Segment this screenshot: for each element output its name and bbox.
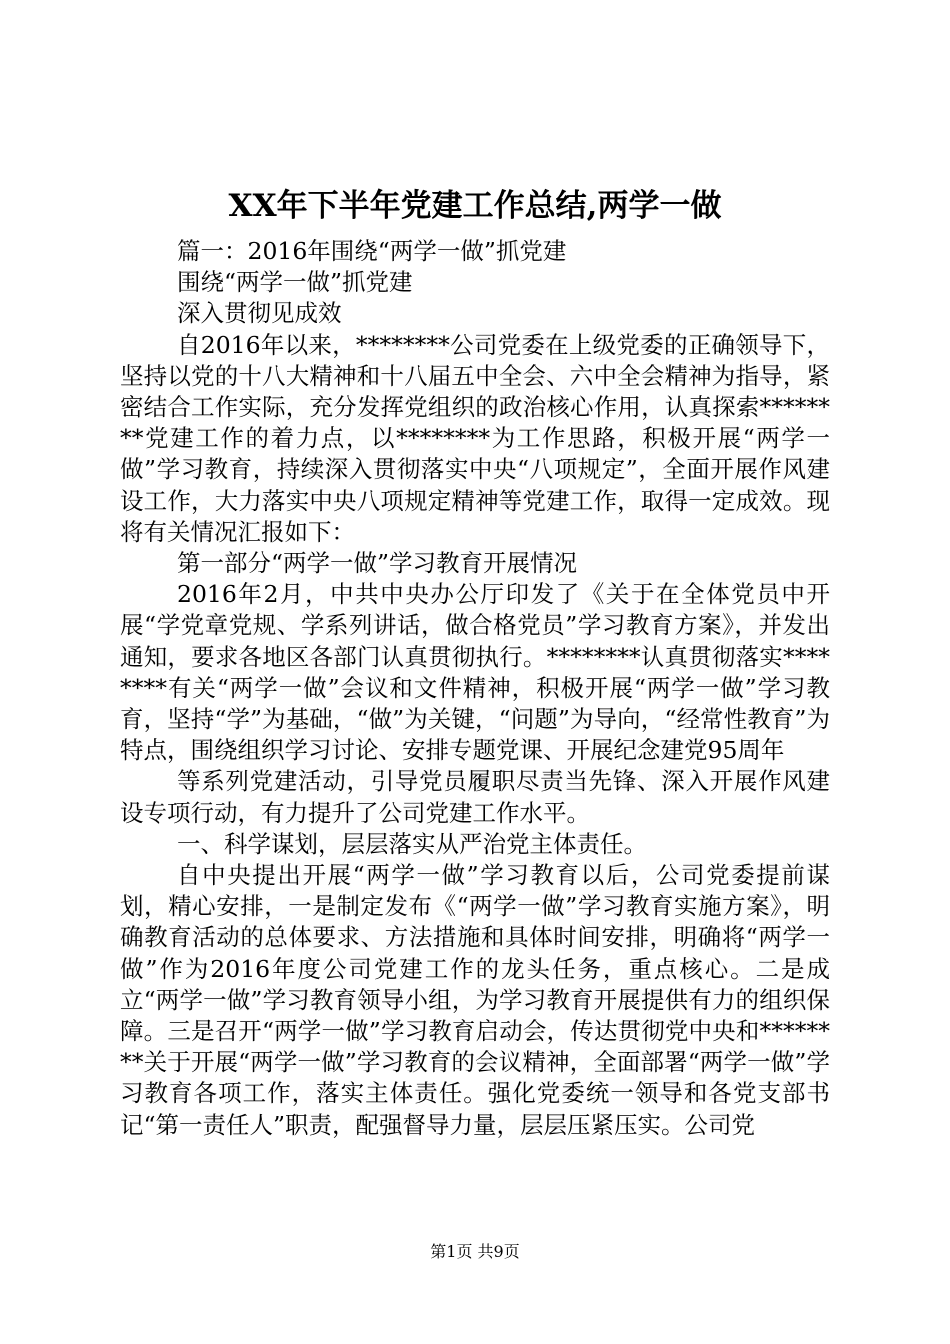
paragraph: 深入贯彻见成效 bbox=[177, 299, 342, 328]
paragraph: 篇一：2016年围绕“两学一做”抓党建 bbox=[177, 237, 567, 265]
paragraph: 2016年2月，中共中央办公厅印发了《关于在全体党员中开展“学党章党规、学系列讲话，做合格党员”学习教育方案》，并发出通知，要求各地区各部门认真贯彻执行。********认真贯彻落实********有关“两学一做”会议和文件精神，积极开展“两学一做”学习教育，坚持“学”为基础，“做”为关键，“问题”为导向，“经常性教育”为特点，围绕组织学习讨论、安排专题党课、开展纪念建党95周年 bbox=[120, 580, 830, 765]
paragraph: 自中央提出开展“两学一做”学习教育以后，公司党委提前谋划，精心安排，一是制定发布《“两学一做”学习教育实施方案》，明确教育活动的总体要求、方法措施和具体时间安排，明确将“两学一做”作为2016年度公司党建工作的龙头任务，重点核心。二是成立“两学一做”学习教育领导小组，为学习教育开展提供有力的组织保障。三是召开“两学一做”学习教育启动会，传达贯彻党中央和********关于开展“两学一做”学习教育的会议精神，全面部署“两学一做”学习教育各项工作，落实主体责任。强化党委统一领导和各党支部书记“第一责任人”职责，配强督导力量，层层压紧压实。公司党 bbox=[120, 861, 830, 1139]
paragraph: 围绕“两学一做”抓党建 bbox=[177, 268, 413, 297]
document-title: XX年下半年党建工作总结,两学一做 bbox=[228, 188, 722, 224]
paragraph: 自2016年以来，********公司党委在上级党委的正确领导下，坚持以党的十八大精神和十八届五中全会、六中全会精神为指导，紧密结合工作实际，充分发挥党组织的政治核心作用，认真探索********党建工作的着力点，以********为工作思路，积极开展“两学一做”学习教育，持续深入贯彻落实中央“八项规定”，全面开展作风建设工作，大力落实中央八项规定精神等党建工作，取得一定成效。现将有关情况汇报如下： bbox=[120, 330, 830, 546]
paragraph: 一、科学谋划，层层落实从严治党主体责任。 bbox=[177, 829, 647, 858]
page-number-footer: 第1页 共9页 bbox=[430, 1242, 520, 1261]
paragraph: 等系列党建活动，引导党员履职尽责当先锋、深入开展作风建设专项行动，有力提升了公司党建工作水平。 bbox=[120, 767, 830, 827]
paragraph: 第一部分“两学一做”学习教育开展情况 bbox=[177, 549, 578, 578]
document-body bbox=[120, 236, 830, 1141]
